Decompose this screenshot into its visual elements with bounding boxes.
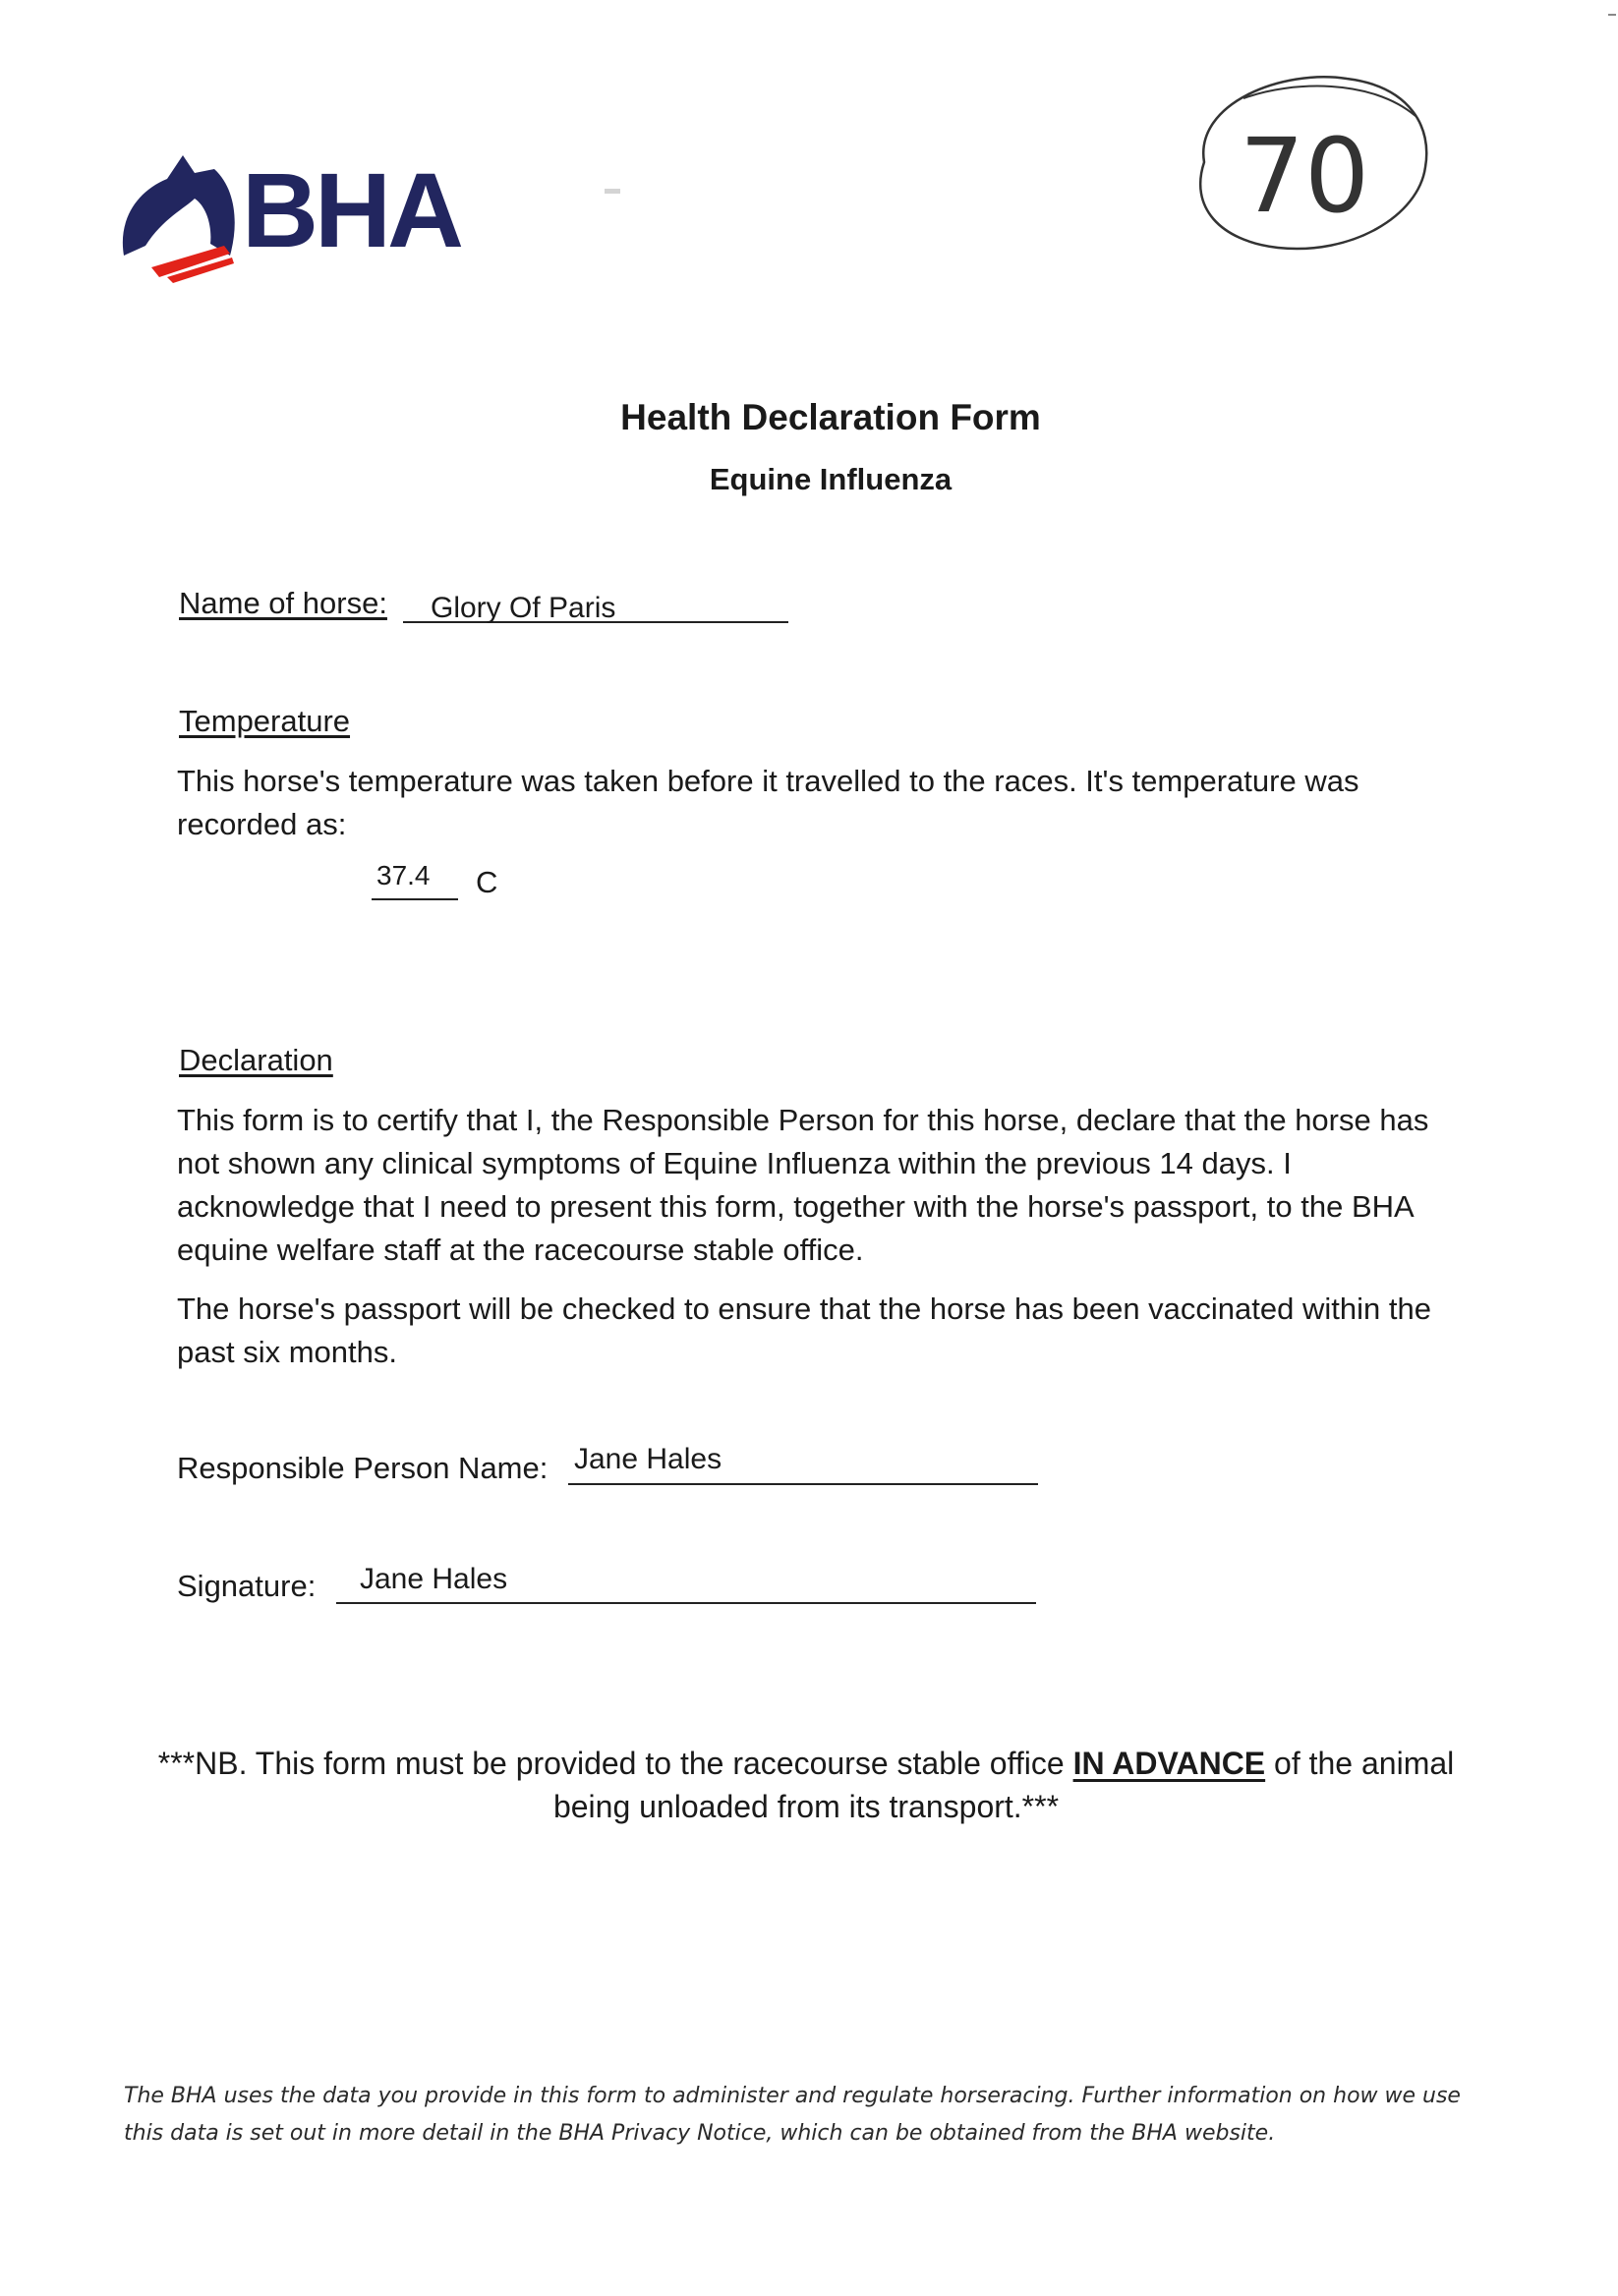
stamp-number: 70 bbox=[1239, 116, 1370, 236]
declaration-text-2: The horse's passport will be checked to ensure that the horse has been vaccinated within the past six months. bbox=[177, 1292, 1431, 1369]
notice-prefix: ***NB. This form must be provided to the racecourse stable office bbox=[157, 1746, 1065, 1781]
signature-field-line[interactable] bbox=[336, 1602, 1036, 1604]
declaration-text-1: This form is to certify that I, the Responsible Person for this horse, declare that the horse has not shown any clinical symptoms of Equine Influenza within the previous 14 days. I acknowledge that I need to present this form, together with the horse's passport, to the BHA equine welfare staff at the racecourse stable office. bbox=[177, 1103, 1429, 1267]
horse-name-label: Name of horse: bbox=[179, 586, 387, 620]
temperature-field-line[interactable] bbox=[372, 898, 458, 900]
signature-label: Signature: bbox=[177, 1569, 317, 1603]
responsible-person-label: Responsible Person Name: bbox=[177, 1451, 549, 1485]
form-title: Health Declaration Form bbox=[620, 397, 1041, 437]
temperature-heading: Temperature bbox=[179, 704, 351, 738]
temperature-value: 37.4 bbox=[376, 860, 431, 890]
handwritten-number-stamp bbox=[1175, 59, 1435, 270]
privacy-footer: The BHA uses the data you provide in this form to administer and regulate horseracing. Further information on how we use this data is set out in more detail in the BHA Privacy Notice, which can be obtained from the BHA website. bbox=[124, 2084, 1461, 2146]
declaration-heading: Declaration bbox=[179, 1043, 333, 1077]
advance-notice bbox=[147, 1742, 1465, 1828]
bha-logo bbox=[116, 138, 480, 285]
temperature-text: This horse's temperature was taken before it travelled to the races. It's temperature was recorded as: bbox=[177, 764, 1359, 841]
logo-wordmark: BHA bbox=[242, 150, 460, 269]
notice-emphasis: IN ADVANCE bbox=[1072, 1746, 1266, 1781]
notice-suffix: of the animal being unloaded from its transport.*** bbox=[552, 1746, 1455, 1824]
temperature-unit: C bbox=[476, 865, 498, 899]
scan-mark bbox=[605, 189, 620, 194]
scan-mark bbox=[1608, 14, 1616, 16]
responsible-person-value: Jane Hales bbox=[574, 1443, 722, 1475]
horse-name-value: Glory Of Paris bbox=[431, 592, 616, 624]
form-subtitle: Equine Influenza bbox=[709, 462, 953, 496]
responsible-person-field-line[interactable] bbox=[568, 1483, 1038, 1485]
signature-value: Jane Hales bbox=[360, 1563, 508, 1595]
